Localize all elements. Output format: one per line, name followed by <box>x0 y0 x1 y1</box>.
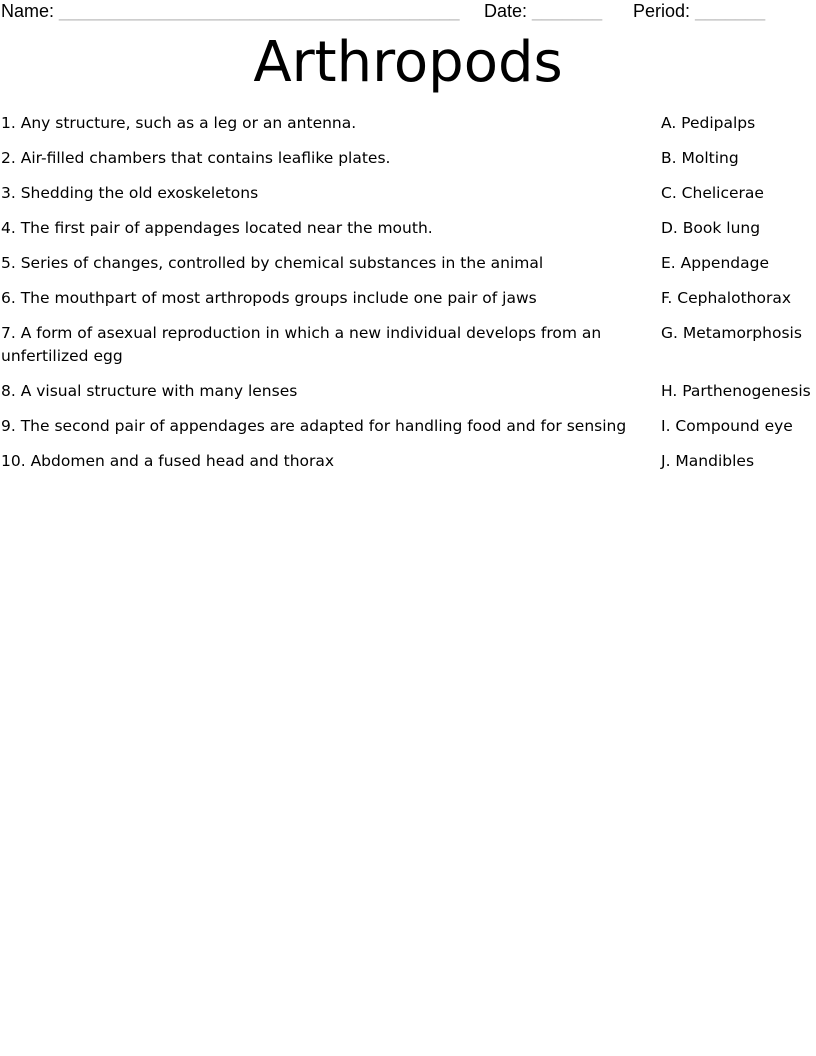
date-field[interactable] <box>484 0 602 22</box>
period-label: Period: <box>633 1 691 21</box>
date-blank-line[interactable]: _______ <box>532 1 603 21</box>
clue-9: 9. The second pair of appendages are adapted for handling food and for sensing <box>1 416 627 435</box>
clue-10: 10. Abdomen and a fused head and thorax <box>1 451 335 470</box>
answer-g: G. Metamorphosis <box>661 324 802 342</box>
answer-a: A. Pedipalps <box>661 114 756 132</box>
name-blank-line[interactable]: ________________________________________ <box>59 1 460 21</box>
matching-row-6 <box>0 287 816 310</box>
answer-d: D. Book lung <box>661 219 761 237</box>
matching-row-7 <box>0 322 816 367</box>
answer-b: B. Molting <box>661 149 739 167</box>
period-blank-line[interactable]: _______ <box>695 1 766 21</box>
worksheet-title: Arthropods <box>253 30 563 95</box>
date-label: Date: <box>484 1 528 21</box>
clue-4: 4. The first pair of appendages located near the mouth. <box>1 219 433 237</box>
matching-row-1 <box>0 112 816 135</box>
answer-f: F. Cephalothorax <box>661 289 792 307</box>
matching-row-10 <box>0 450 816 473</box>
clue-6: 6. The mouthpart of most arthropods groups include one pair of jaws <box>1 289 537 307</box>
matching-list <box>0 112 816 485</box>
matching-row-5 <box>0 252 816 275</box>
answer-j: J. Mandibles <box>661 451 755 470</box>
clue-2: 2. Air-filled chambers that contains leaflike plates. <box>1 149 391 167</box>
answer-e: E. Appendage <box>661 254 770 272</box>
matching-row-3 <box>0 182 816 205</box>
period-field[interactable] <box>633 0 765 22</box>
answer-c: C. Chelicerae <box>661 184 764 202</box>
matching-row-9 <box>0 415 816 438</box>
name-field[interactable] <box>1 0 459 22</box>
answer-h: H. Parthenogenesis <box>661 381 811 400</box>
clue-1: 1. Any structure, such as a leg or an antenna. <box>1 114 357 132</box>
name-label: Name: <box>1 1 55 21</box>
matching-row-2 <box>0 147 816 170</box>
matching-row-8 <box>0 380 816 403</box>
clue-7: 7. A form of asexual reproduction in which a new individual develops from an unfertilized egg <box>1 324 602 365</box>
clue-3: 3. Shedding the old exoskeletons <box>1 184 259 202</box>
clue-5: 5. Series of changes, controlled by chemical substances in the animal <box>1 254 544 272</box>
answer-i: I. Compound eye <box>661 416 793 435</box>
worksheet-header <box>0 0 816 24</box>
matching-row-4 <box>0 217 816 240</box>
clue-8: 8. A visual structure with many lenses <box>1 381 298 400</box>
